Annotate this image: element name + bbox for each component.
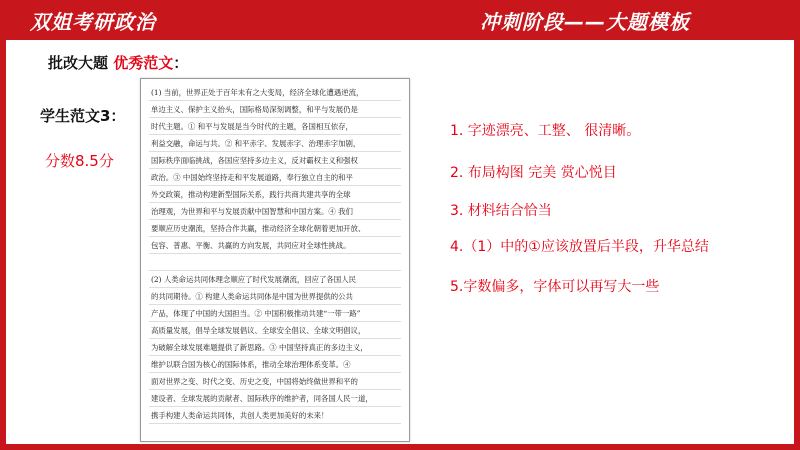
essay-line: 面对世界之变、时代之变、历史之变，中国将始终做世界和平的 xyxy=(151,377,358,386)
ruled-line xyxy=(149,117,401,118)
comment-item: 5.字数偏多，字体可以再写大一些 xyxy=(450,279,660,295)
ruled-line xyxy=(149,219,401,220)
ruled-line xyxy=(149,338,401,339)
ruled-line xyxy=(149,406,401,407)
section-title xyxy=(48,52,188,73)
essay-line: (2) 人类命运共同体理念顺应了时代发展潮流，回应了各国人民 xyxy=(151,275,356,284)
ruled-line xyxy=(149,185,401,186)
ruled-line xyxy=(149,389,401,390)
ruled-line xyxy=(149,168,401,169)
brand-title: 双姐考研政治 xyxy=(30,10,156,34)
frame-bottom xyxy=(0,444,800,450)
section-title-prefix: 批改大题 xyxy=(48,54,114,72)
ruled-line xyxy=(149,270,401,271)
essay-line: 政治。③ 中国始终坚持走和平发展道路，奉行独立自主的和平 xyxy=(151,173,353,182)
essay-line: 包容、普惠、平衡、共赢的方向发展，共同应对全球性挑战。 xyxy=(151,241,351,250)
comment-item: 3. 材料结合恰当 xyxy=(450,203,552,219)
essay-line: 维护以联合国为核心的国际体系，推动全球治理体系变革。④ xyxy=(151,360,351,369)
ruled-line xyxy=(149,100,401,101)
comment-item: 1. 字迹漂亮、工整、 很清晰。 xyxy=(450,123,641,139)
comment-item: 4.（1）中的①应该放置后半段，升华总结 xyxy=(450,239,709,255)
ruled-line xyxy=(149,355,401,356)
essay-line: 高质量发展，倡导全球发展倡议、全球安全倡议、全球文明倡议， xyxy=(151,326,366,335)
score-label: 分数8.5分 xyxy=(45,152,114,170)
sample-label: 学生范文3： xyxy=(40,107,126,125)
ruled-line xyxy=(149,202,401,203)
stage-title: 冲刺阶段——大题模板 xyxy=(480,10,690,34)
ruled-line xyxy=(149,304,401,305)
ruled-line xyxy=(149,253,401,254)
essay-line: 时代主题。① 和平与发展是当今时代的主题，各国相互依存， xyxy=(151,122,353,131)
ruled-line xyxy=(149,321,401,322)
ruled-line xyxy=(149,134,401,135)
essay-line: (1) 当前，世界正处于百年未有之大变局，经济全球化遭遇逆流， xyxy=(151,88,364,97)
essay-line: 国际秩序面临挑战，各国应坚持多边主义，反对霸权主义和强权 xyxy=(151,156,358,165)
ruled-line xyxy=(149,372,401,373)
essay-line: 的共同期待。① 构建人类命运共同体是中国为世界提供的公共 xyxy=(151,292,353,301)
frame-left xyxy=(0,40,6,450)
essay-line: 携手构建人类命运共同体，共创人类更加美好的未来！ xyxy=(151,411,329,420)
ruled-line xyxy=(149,287,401,288)
essay-line: 利益交融，命运与共。② 和平赤字、发展赤字、治理赤字加剧， xyxy=(151,139,361,148)
header-bar xyxy=(0,0,800,40)
essay-line: 治理观，为世界和平与发展贡献中国智慧和中国方案。④ 我们 xyxy=(151,207,353,216)
essay-line: 要顺应历史潮流，坚持合作共赢，推动经济全球化朝着更加开放、 xyxy=(151,224,366,233)
ruled-line xyxy=(149,151,401,152)
frame-right xyxy=(794,40,800,450)
essay-line: 为破解全球发展难题提供了新思路。③ 中国坚持真正的多边主义， xyxy=(151,343,368,352)
ruled-line xyxy=(149,423,401,424)
essay-line: 单边主义、保护主义抬头，国际格局深刻调整，和平与发展仍是 xyxy=(151,105,358,114)
section-title-highlight: 优秀范文 xyxy=(113,54,174,72)
ruled-line xyxy=(149,236,401,237)
essay-line: 产品，体现了中国的大国担当。② 中国积极推动共建“一带一路” xyxy=(151,309,361,318)
section-title-suffix: ： xyxy=(173,54,189,72)
essay-line: 建设者、全球发展的贡献者、国际秩序的维护者，同各国人民一道， xyxy=(151,394,373,403)
comment-item: 2. 布局构图 完美 赏心悦目 xyxy=(450,165,617,181)
handwritten-essay-sheet xyxy=(140,78,410,442)
essay-line: 外交政策，推动构建新型国际关系，践行共商共建共享的全球 xyxy=(151,190,351,199)
